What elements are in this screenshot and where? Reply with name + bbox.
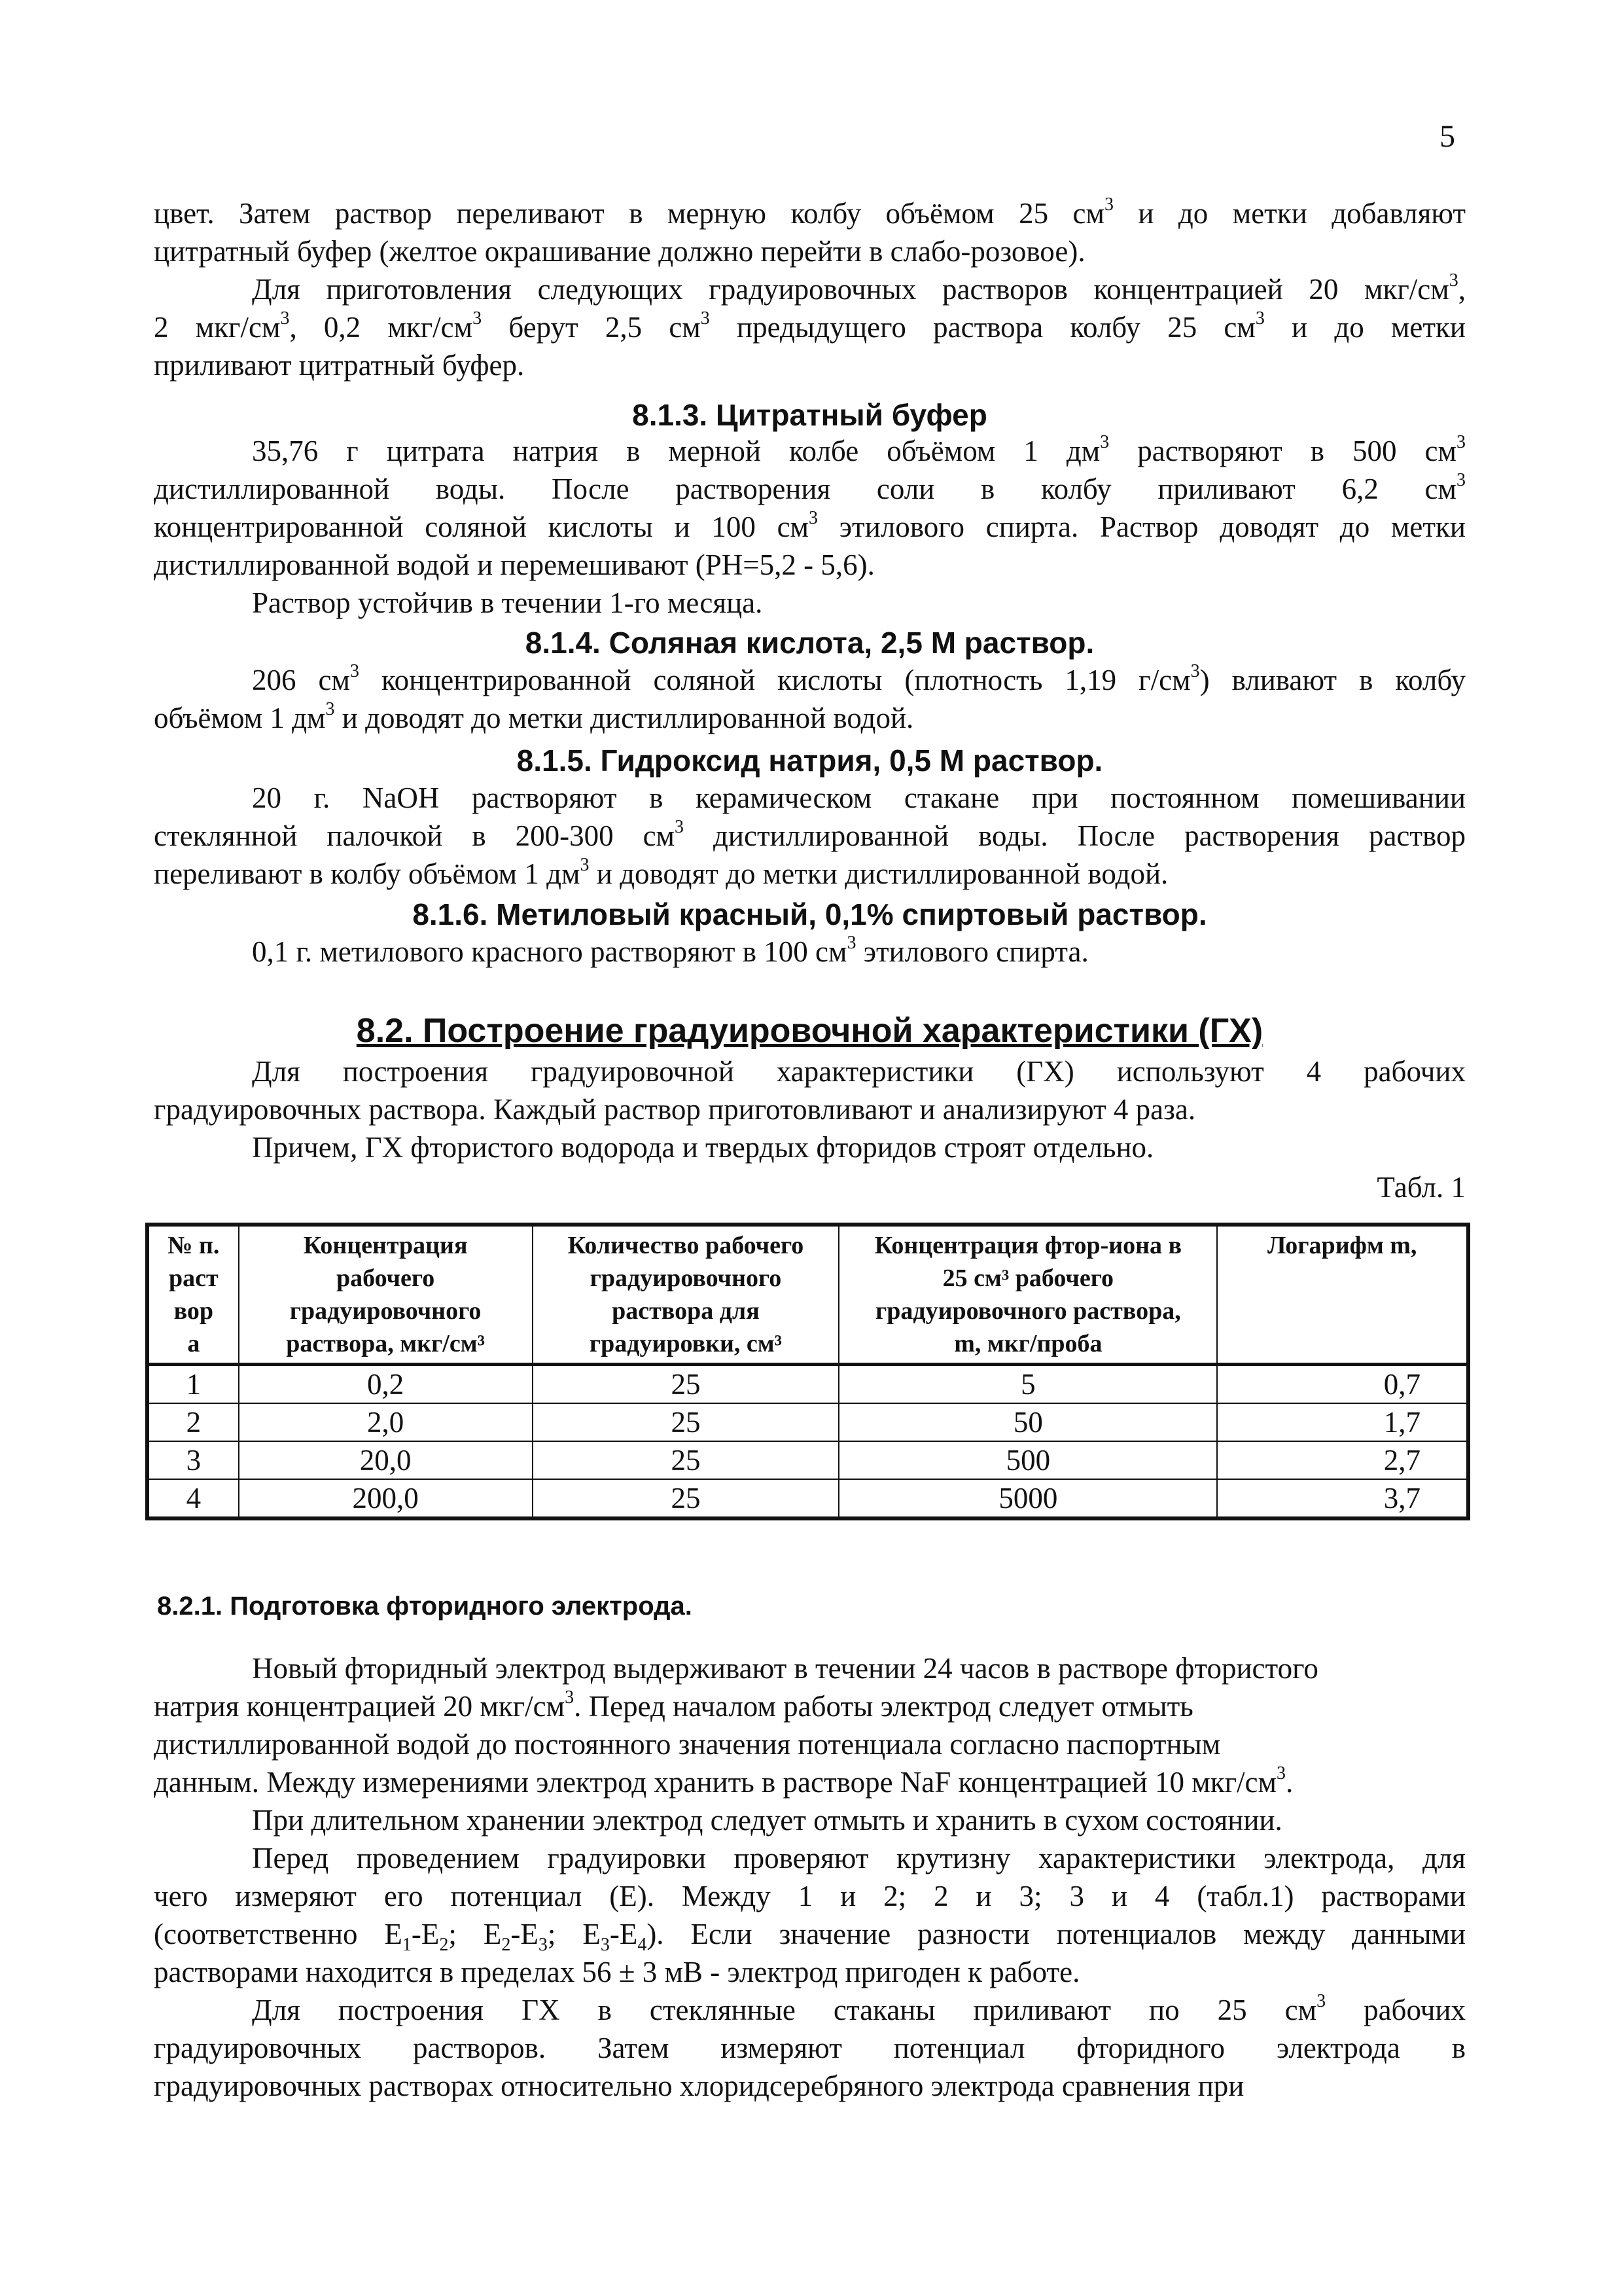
s816-line-1: 0,1 г. метилового красного растворяют в 100 $см^3$ этилового спирта.	[252, 933, 1089, 968]
s813-line-2: дистиллированной воды. После растворения соли в колбу приливают 6,2 $см^3$	[154, 470, 1466, 505]
s82-line-3: Причем, ГХ фтористого водорода и твердых фторидов строят отдельно.	[252, 1131, 1154, 1164]
intro-paragraph	[154, 194, 1466, 384]
s821-line-4: данным. Между измерениями электрод хранить в растворе NaF концентрацией 10 мкг/$см^3$.	[154, 1763, 1294, 1799]
s813-line-5: Раствор устойчив в течении 1-го месяца.	[252, 586, 763, 619]
calibration-table	[145, 1223, 1470, 1520]
heading-8-2: 8.2. Построение градуировочной характеристики (ГХ)	[356, 1012, 1263, 1050]
s815-line-3: переливают в колбу объёмом 1 $дм^3$ и доводят до метки дистиллированной водой.	[154, 855, 1169, 890]
table-cell: 1	[147, 1365, 239, 1404]
table-cell: 200,0	[239, 1479, 533, 1518]
s821-line-2: натрия концентрацией 20 мкг/$см^3$. Перед началом работы электрод следует отмыть	[154, 1687, 1193, 1723]
table-cell: 50	[839, 1403, 1217, 1441]
table-cell: 5	[839, 1365, 1217, 1404]
heading-8-2-1: 8.2.1. Подготовка фторидного электрода.	[157, 1592, 692, 1621]
table-cell: 500	[839, 1441, 1217, 1479]
table-row	[147, 1403, 1468, 1441]
table-cell: 2	[147, 1403, 239, 1441]
heading-8-1-4: 8.1.4. Соляная кислота, 2,5 М раствор.	[525, 626, 1095, 660]
s815-line-2: стеклянной палочкой в 200-300 $см^3$ дистиллированной воды. После растворения раствор	[154, 817, 1466, 852]
section-8-1-4-text	[154, 661, 1466, 737]
intro-line-2: цитратный буфер (желтое окрашивание должно перейти в слабо-розовое).	[154, 235, 1086, 268]
s821-line-11: градуировочных растворов. Затем измеряют потенциал фторидного электрода в	[154, 2032, 1466, 2064]
s82-line-2: градуировочных раствора. Каждый раствор приготовливают и анализируют 4 раза.	[154, 1093, 1196, 1126]
header-fluoride-concentration: Концентрация фтор-иона в 25 см³ рабочего градуировочного раствора, m, мкг/проба	[839, 1225, 1217, 1365]
heading-8-1-6: 8.1.6. Метиловый красный, 0,1% спиртовый раствор.	[412, 897, 1207, 931]
s813-line-4: дистиллированной водой и перемешивают (PH=5,2 - 5,6).	[154, 548, 875, 581]
s814-line-2: объёмом 1 $дм^3$ и доводят до метки дистиллированной водой.	[154, 699, 914, 734]
table-caption: Табл. 1	[1377, 1171, 1466, 1204]
section-8-1-3-text	[154, 432, 1466, 622]
header-quantity: Количество рабочего градуировочного раствора для градуировки, см³	[533, 1225, 839, 1365]
table-cell: 25	[533, 1403, 839, 1441]
s813-line-1: 35,76 г цитрата натрия в мерной колбе объёмом 1 $дм^3$ растворяют в 500 $см^3$	[252, 432, 1466, 467]
table-cell: 25	[533, 1365, 839, 1404]
header-solution-number: № п. раст вор а	[147, 1225, 239, 1365]
section-8-1-5-text	[154, 779, 1466, 893]
heading-8-1-3: 8.1.3. Цитратный буфер	[632, 398, 987, 432]
section-8-2-1-text	[154, 1649, 1466, 2105]
table-cell: 3,7	[1217, 1479, 1468, 1518]
table-row	[147, 1365, 1468, 1404]
s821-line-3: дистиллированной водой до постоянного значения потенциала согласно паспортным	[154, 1728, 1221, 1761]
table-cell: 2,0	[239, 1403, 533, 1441]
heading-8-1-5: 8.1.5. Гидроксид натрия, 0,5 М раствор.	[516, 744, 1103, 778]
section-8-1-6-text	[154, 933, 1466, 971]
s82-line-1: Для построения градуировочной характеристики (ГХ) используют 4 рабочих	[252, 1055, 1466, 1088]
header-logarithm: Логарифм m,	[1217, 1225, 1468, 1365]
table-cell: 25	[533, 1441, 839, 1479]
intro-line-3: Для приготовления следующих градуировочных растворов концентрацией 20 мкг/$см^3$,	[252, 270, 1466, 306]
table-row	[147, 1479, 1468, 1518]
s821-line-9: растворами находится в пределах 56 ± 3 мВ - электрод пригоден к работе.	[154, 1956, 1080, 1988]
s821-line-8: (соответственно $Е_1-Е_2$; $Е_2-Е_3$; $Е_3-Е_4$). Если значение разности потенциалов между данными	[154, 1918, 1466, 1955]
table-cell: 2,7	[1217, 1441, 1468, 1479]
intro-line-1: цвет. Затем раствор переливают в мерную колбу объёмом 25 $см^3$ и до метки добавляют	[154, 194, 1466, 230]
table-row	[147, 1441, 1468, 1479]
table-cell: 3	[147, 1441, 239, 1479]
s814-line-1: 206 $см^3$ концентрированной соляной кислоты (плотность 1,19 $г/см^3$) вливают в колбу	[252, 661, 1466, 696]
table-cell: 1,7	[1217, 1403, 1468, 1441]
intro-line-5: приливают цитратный буфер.	[154, 349, 525, 382]
s821-line-7: чего измеряют его потенциал (Е). Между 1 и 2; 2 и 3; 3 и 4 (табл.1) растворами	[154, 1880, 1466, 1912]
s821-line-10: Для построения ГХ в стеклянные стаканы приливают по 25 $см^3$ рабочих	[252, 1991, 1466, 2026]
table-cell: 0,2	[239, 1365, 533, 1404]
table-cell: 4	[147, 1479, 239, 1518]
page-number: 5	[1439, 119, 1455, 154]
table-cell: 0,7	[1217, 1365, 1468, 1404]
s821-line-12: градуировочных растворах относительно хлоридсеребряного электрода сравнения при	[154, 2070, 1244, 2102]
header-concentration: Концентрация рабочего градуировочного раствора, мкг/см³	[239, 1225, 533, 1365]
s821-line-1: Новый фторидный электрод выдерживают в течении 24 часов в растворе фтористого	[252, 1652, 1318, 1685]
s813-line-3: концентрированной соляной кислоты и 100 $см^3$ этилового спирта. Раствор доводят до метки	[154, 508, 1466, 543]
section-8-2-text	[154, 1052, 1466, 1166]
table-cell: 5000	[839, 1479, 1217, 1518]
table-header-row	[147, 1225, 1468, 1365]
intro-line-4: 2 мкг/$см^3$, 0,2 мкг/$см^3$ берут 2,5 $см^3$ предыдущего раствора колбу 25 $см^3$ и до метки	[154, 308, 1466, 344]
s821-line-6: Перед проведением градуировки проверяют крутизну характеристики электрода, для	[252, 1842, 1466, 1874]
s815-line-1: 20 г. NaOH растворяют в керамическом стакане при постоянном помешивании	[252, 781, 1466, 814]
s821-line-5: При длительном хранении электрод следует отмыть и хранить в сухом состоянии.	[252, 1804, 1282, 1837]
table-cell: 20,0	[239, 1441, 533, 1479]
table-cell: 25	[533, 1479, 839, 1518]
